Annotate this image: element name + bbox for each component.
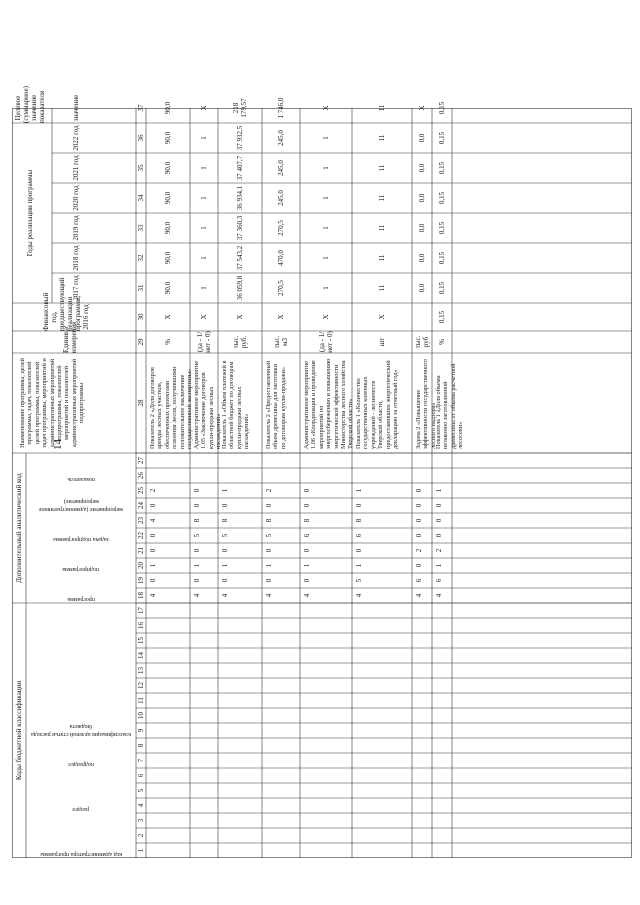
row-fin-year: X [236,314,244,320]
column-number: 24 [137,502,145,509]
row-year-value: 11 [378,164,386,172]
code-cell: 0 [415,518,423,523]
row-name: Показатель 2 «Доля договоров аренды лесных участков, обеспеченных проектами освоения лесов, получившими положительное заключение государственной экспертизы» [149,366,194,449]
code-cell: 1 [303,563,311,568]
code-cell: 6 [355,533,363,538]
code-cell: 1 [435,488,443,493]
row-year-value: 0,0 [418,193,426,203]
column-number: 18 [137,592,145,599]
row-year-value: 470,0 [277,250,285,266]
row-year-value: 37 407,7 [236,155,244,181]
column-number: 6 [137,773,145,778]
column-number: 19 [137,577,145,584]
row-year-value: 0,15 [438,251,446,265]
row-year-value: 0,0 [418,223,426,233]
unit-column-header: Единица измерения [62,321,78,353]
budget-group-header: Коды бюджетной классификации [15,680,23,781]
row-target: 90,0 [164,101,172,115]
code-cell: 5 [193,533,201,538]
column-number: 32 [137,254,145,262]
code-cell: 0 [221,503,229,508]
row-target: X [322,105,330,111]
row-unit: (да - 1/ нет - 0) [318,331,334,353]
column-number: 14 [137,652,145,659]
code-cell: 5 [221,533,229,538]
code-cell: 4 [355,593,363,598]
code-cell: 8 [355,518,363,523]
year-header: 2021 год [72,155,80,181]
row-year-value: 11 [378,254,386,262]
code-cell: 8 [303,518,311,523]
budget-column-label: классификация целевой статьи расхода бюджета [31,723,131,737]
code-cell: 0 [303,578,311,583]
row-year-value: 90,0 [164,161,172,175]
code-cell: 0 [415,563,423,568]
row-year-value: 11 [378,284,386,292]
row-year-value: 11 [378,224,386,232]
row-year-value: 36 059,8 [236,275,244,301]
code-cell: 0 [265,548,273,553]
column-number: 20 [137,562,145,569]
row-unit: тыс. руб [414,335,430,349]
code-cell: 0 [303,503,311,508]
column-number: 28 [137,399,145,407]
code-cell: 4 [149,518,157,523]
row-name: Показатель 1 «Количество государственных казенных учреждений - лесничеств Тверской области, предоставивших энергетический декларацию за отчетный год» [355,360,400,449]
code-cell: 0 [355,503,363,508]
code-cell: 0 [435,518,443,523]
code-cell: 4 [303,593,311,598]
row-year-value: 1 [322,196,330,200]
code-cell: 0 [149,548,157,553]
code-cell: 1 [265,563,273,568]
column-number: 31 [137,284,145,292]
code-cell: 0 [303,488,311,493]
page-number: 14 [52,439,64,450]
code-cell: 2 [149,488,157,493]
code-cell: 6 [415,578,423,583]
column-number: 22 [137,532,145,539]
column-number: 10 [137,712,145,719]
row-year-value: 37 543,2 [236,245,244,271]
column-number: 3 [137,818,145,823]
code-cell: 0 [221,548,229,553]
row-target: X [200,105,208,111]
row-unit: тыс. руб. [232,335,248,349]
code-cell: 5 [355,578,363,583]
year-header: 2022 год [72,125,80,151]
row-name: Показатель 1 «Доля объема незаконно заготовленной древесины от объема расчетной лесосеки» [435,363,465,449]
code-cell: 5 [265,533,273,538]
column-number: 34 [137,194,145,202]
code-cell: 1 [149,563,157,568]
year-header: 2020 год [72,185,80,211]
code-cell: 2 [265,488,273,493]
additional-column-label: программа [67,596,95,602]
code-cell: 1 [193,563,201,568]
row-target: 0,15 [438,101,446,115]
target-group-header: Целевое (суммарное) значение показателя [14,86,46,123]
code-cell: 1 [221,563,229,568]
code-cell: 4 [221,593,229,598]
column-number: 2 [137,833,145,838]
row-name: Административное мероприятие 1.06 «Координация и проведение мероприятий по энергосбережению и повышению энергетической эффективности Министерства лесного хозяйства Тверской области» [303,358,355,449]
name-column-header: Наименование программы, целей программы, задач, показателей целей программы, показателей задач программы, мероприятий и административных мероприятий подпрограммы, показателей мероприятий и показателей административных мероприятий подпрограммы [19,358,86,448]
additional-column-label: подпрограмма [62,566,100,572]
row-year-value: 11 [378,134,386,142]
row-year-value: 0,15 [438,191,446,205]
column-number: 8 [137,743,145,748]
code-cell: 1 [221,488,229,493]
additional-column-label: мероприятие (административное мероприятие) [38,498,124,512]
column-number: 36 [137,134,145,142]
code-cell: 4 [193,593,201,598]
row-unit: тыс. м3 [273,335,289,349]
code-cell: 0 [303,548,311,553]
row-year-value: 0,15 [438,281,446,295]
code-cell: 8 [265,518,273,523]
code-cell: 0 [193,488,201,493]
row-unit: (да - 1/ нет - 0) [196,331,212,353]
row-year-value: 245,0 [277,190,285,206]
row-year-value: 0,15 [438,131,446,145]
code-cell: 6 [303,533,311,538]
row-fin-year: X [164,314,172,320]
row-unit: % [164,339,172,345]
column-number: 29 [137,338,145,346]
row-year-value: 245,0 [277,160,285,176]
column-number: 23 [137,517,145,524]
column-number: 30 [137,313,145,321]
row-year-value: 1 [200,256,208,260]
row-year-value: 1 [322,136,330,140]
additional-group-header: Дополнительный аналитический код [15,473,23,583]
code-cell: 4 [149,593,157,598]
code-cell: 0 [435,503,443,508]
row-fin-year: X [322,314,330,320]
row-year-value: 1 [322,286,330,290]
row-name: Показатель 1 «Объем платежей в областной бюджет по договорам купли-продажи лесных насаждений» [221,360,251,449]
code-cell: 0 [193,503,201,508]
code-cell: 2 [415,548,423,553]
code-cell: 0 [265,578,273,583]
row-year-value: 1 [322,166,330,170]
row-year-value: 1 [322,226,330,230]
column-number: 9 [137,728,145,733]
column-number: 11 [137,697,145,704]
row-name: Показатель 2 «Предоставленный объем древесины для заготовки по договорам купли-продажи» [265,360,287,449]
code-cell: 0 [149,578,157,583]
row-year-value: 90,0 [164,281,172,295]
column-number: 21 [137,547,145,554]
row-year-value: 1 [200,286,208,290]
code-cell: 0 [415,488,423,493]
code-cell: 1 [355,563,363,568]
column-number: 4 [137,803,145,808]
row-year-value: 270,5 [277,220,285,236]
code-cell: 1 [355,488,363,493]
row-year-value: 90,0 [164,221,172,235]
row-year-value: 1 [322,256,330,260]
row-name: Задача 2 «Повышение эффективности государственного лесного надзора» [415,359,437,449]
code-cell: 8 [221,518,229,523]
code-cell: 8 [193,518,201,523]
budget-column-label: код администратора программы [40,851,122,857]
code-cell: 0 [415,503,423,508]
column-number: 37 [137,104,145,112]
row-year-value: 1 [200,166,208,170]
column-number: 15 [137,637,145,644]
code-cell: 0 [149,533,157,538]
row-year-value: 36 934,1 [236,185,244,211]
code-cell: 0 [265,503,273,508]
code-cell: 0 [149,503,157,508]
code-cell: 0 [355,548,363,553]
column-number: 27 [137,457,145,464]
row-year-value: 0,15 [438,161,446,175]
row-year-value: 1 [200,196,208,200]
row-year-value: 37 360,3 [236,215,244,241]
row-year-value: 0,15 [438,221,446,235]
row-unit: % [438,339,446,345]
code-cell: 0 [435,533,443,538]
row-fin-year: 0,15 [438,310,446,324]
row-year-value: 0,0 [418,163,426,173]
column-number: 26 [137,472,145,479]
year-header: 2018 год [72,245,80,271]
row-year-value: 0,0 [418,283,426,293]
row-year-value: 1 [200,136,208,140]
row-year-value: 0,0 [418,253,426,263]
target-value-header: значение [72,94,80,122]
row-target: 11 [378,104,386,112]
column-number: 35 [137,164,145,172]
budget-column-label: подраздел [68,761,94,767]
row-year-value: 90,0 [164,131,172,145]
column-number: 13 [137,667,145,674]
code-cell: 4 [415,593,423,598]
row-year-value: 11 [378,194,386,202]
row-year-value: 270,5 [277,280,285,296]
row-name: Административное мероприятие 1.05 «Заключение договоров купли-продажи лесных насаждений» [193,360,223,449]
column-number: 16 [137,622,145,629]
row-year-value: 0,0 [418,133,426,143]
column-number: 5 [137,788,145,793]
column-number: 7 [137,758,145,763]
code-cell: 4 [435,593,443,598]
row-year-value: 1 [200,226,208,230]
code-cell: 0 [415,533,423,538]
code-cell: 0 [221,578,229,583]
row-target: 218 179,57 [232,98,248,118]
column-number: 33 [137,224,145,232]
column-number: 1 [137,848,145,853]
column-number: 12 [137,682,145,689]
year-header: 2019 год [72,215,80,241]
row-unit: шт [378,337,386,347]
budget-column-label: раздел [72,806,90,812]
row-year-value: 37 932,5 [236,125,244,151]
row-year-value: 90,0 [164,191,172,205]
row-fin-year: X [378,314,386,320]
row-year-value: 245,0 [277,130,285,146]
row-fin-year: X [200,314,208,320]
row-target: X [418,105,426,111]
additional-column-label: показатель [67,476,95,482]
budget-table-sheet [12,86,632,858]
code-cell: 2 [435,548,443,553]
additional-column-label: задача подпрограммы [53,536,109,542]
column-number: 25 [137,487,145,494]
year-header: 2017 год [72,275,80,301]
row-year-value: 90,0 [164,251,172,265]
code-cell: 0 [193,548,201,553]
code-cell: 4 [265,593,273,598]
row-target: 1 746,0 [277,97,285,119]
row-fin-year [412,303,432,331]
fin-column-header: Финансовый год, предшествующий реализации программы, 2016 год [42,277,90,331]
code-cell: 6 [435,578,443,583]
column-number: 17 [137,607,145,614]
row-fin-year: X [277,314,285,320]
code-cell: 1 [435,563,443,568]
code-cell: 0 [193,578,201,583]
years-group-header: Годы реализации программы [26,169,34,257]
